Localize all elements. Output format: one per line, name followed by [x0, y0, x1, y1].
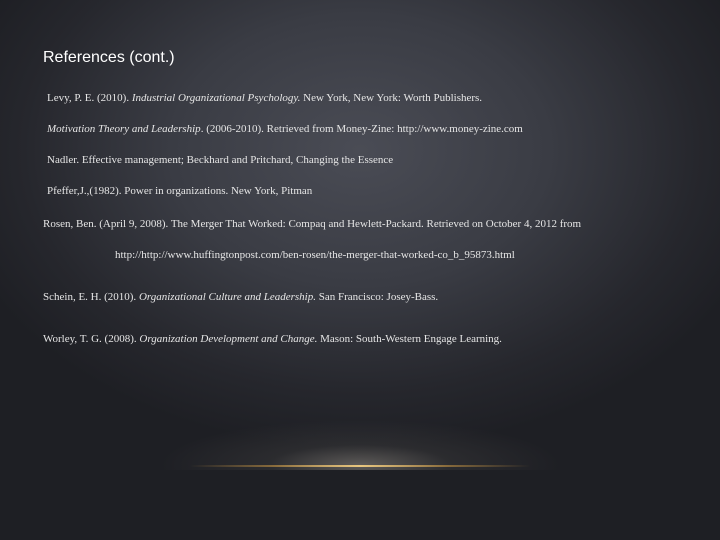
- reference-worley: [43, 333, 502, 345]
- decorative-spotlight: [160, 380, 560, 470]
- reference-author: Levy, P. E. (2010).: [47, 92, 132, 104]
- reference-title: Industrial Organizational Psychology.: [131, 92, 301, 104]
- decorative-glow-line: [190, 465, 530, 467]
- reference-rosen-url: [115, 249, 515, 261]
- reference-nadler: [47, 154, 393, 166]
- reference-rest: San Francisco: Josey-Bass.: [315, 291, 439, 303]
- reference-author: Schein, E. H. (2010).: [43, 291, 139, 303]
- reference-title: Organizational Culture and Leadership.: [138, 291, 316, 303]
- reference-pfeffer: [47, 185, 312, 197]
- reference-title: Organization Development and Change.: [139, 333, 318, 345]
- reference-rosen: [43, 218, 581, 230]
- reference-rest: . (2006-2010). Retrieved from Money-Zine: http://www.money-zine.com: [200, 123, 523, 135]
- reference-title: Motivation Theory and Leadership: [47, 123, 201, 135]
- reference-text: Pfeffer,J.,(1982). Power in organizations. New York, Pitman: [47, 185, 313, 197]
- reference-schein: [43, 291, 438, 303]
- reference-text: Rosen, Ben. (April 9, 2008). The Merger That Worked: Compaq and Hewlett-Packard. Retrieved on October 4, 2012 from: [43, 218, 582, 230]
- slide-title: References (cont.): [43, 49, 175, 66]
- reference-text: Nadler. Effective management; Beckhard and Pritchard, Changing the Essence: [47, 154, 394, 166]
- reference-rest: Mason: South-Western Engage Learning.: [317, 333, 502, 345]
- reference-url: http://http://www.huffingtonpost.com/ben-rosen/the-merger-that-worked-co_b_95873.html: [115, 249, 515, 261]
- reference-rest: New York, New York: Worth Publishers.: [300, 92, 483, 104]
- reference-motivation-theory: [47, 123, 523, 135]
- reference-levy: [47, 92, 482, 104]
- reference-author: Worley, T. G. (2008).: [43, 333, 140, 345]
